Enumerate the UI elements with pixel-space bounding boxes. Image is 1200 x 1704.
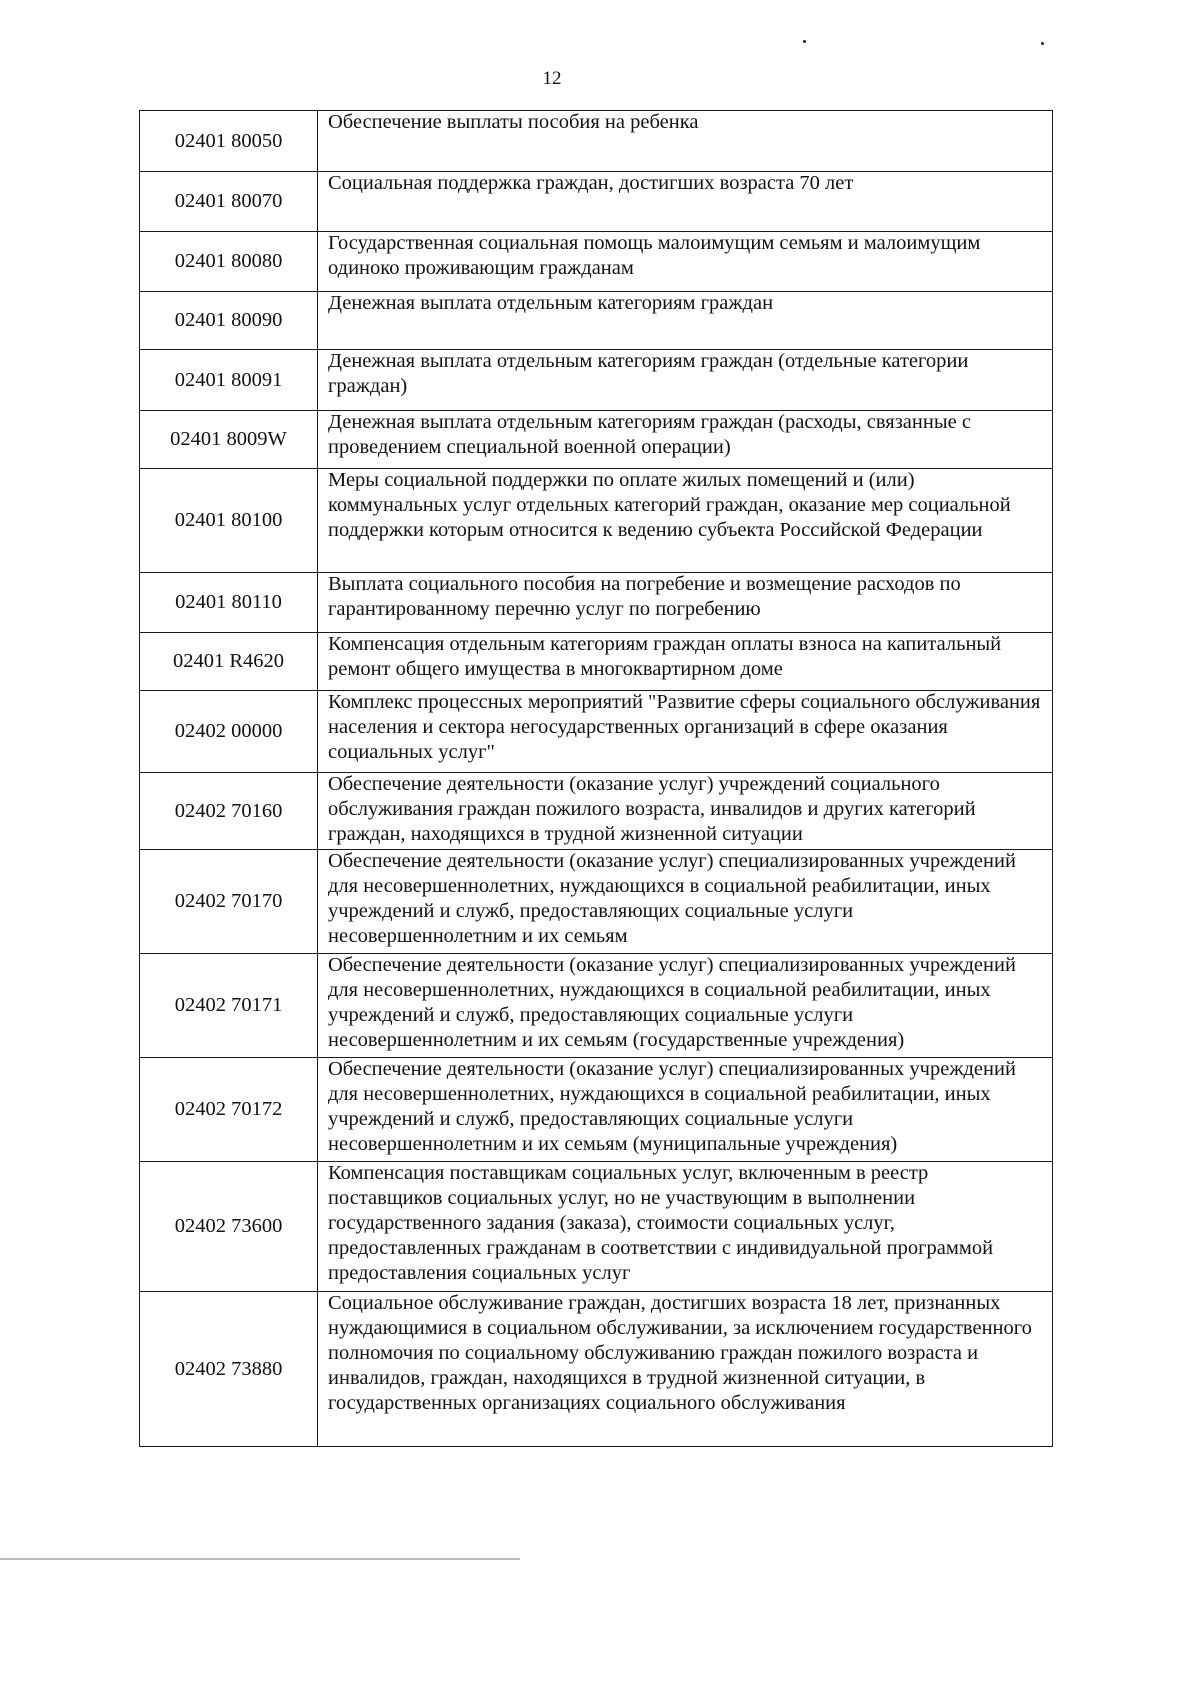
- table-row: [140, 469, 1053, 573]
- code-cell: 02401 80110: [140, 573, 318, 633]
- name-cell: [318, 172, 1053, 232]
- page-number: 12: [542, 68, 562, 89]
- table-row: [140, 954, 1053, 1058]
- code-cell: 02401 8009W: [140, 411, 318, 469]
- name-cell: [318, 954, 1053, 1058]
- name-cell: [318, 350, 1053, 411]
- name-text: Обеспечение деятельности (оказание услуг) учреждений социального обслуживания граждан пожилого возраста, инвалидов и других категорий граждан, находящихся в трудной жизненной ситуации: [328, 773, 976, 845]
- table-row: [140, 1058, 1053, 1162]
- code-cell: 02401 R4620: [140, 633, 318, 691]
- scan-speck: [803, 40, 806, 43]
- table-row: [140, 691, 1053, 773]
- code-cell: 02402 00000: [140, 691, 318, 773]
- name-cell: [318, 1292, 1053, 1447]
- name-text: Обеспечение выплаты пособия на ребенка: [328, 111, 699, 133]
- name-cell: [318, 232, 1053, 292]
- name-cell: [318, 573, 1053, 633]
- name-cell: [318, 1162, 1053, 1292]
- name-text: Социальное обслуживание граждан, достигших возраста 18 лет, признанных нуждающимися в социальном обслуживании, за исключением государственного полномочия по социальному обслуживанию граждан пожилого возраста и инвалидов, граждан, находящихся в трудной жизненной ситуации, в государственных организациях социального обслуживания: [328, 1292, 1032, 1414]
- name-cell: [318, 633, 1053, 691]
- table-row: [140, 633, 1053, 691]
- table-row: [140, 232, 1053, 292]
- code-cell: 02402 70172: [140, 1058, 318, 1162]
- name-cell: [318, 469, 1053, 573]
- name-text: Обеспечение деятельности (оказание услуг) специализированных учреждений для несовершеннолетних, нуждающихся в социальной реабилитации, иных учреждений и служб, предоставляющих социальные услуги несовершеннолетним и их семьям: [328, 850, 1016, 947]
- name-text: Денежная выплата отдельным категориям граждан: [328, 292, 774, 314]
- name-text: Денежная выплата отдельным категориям граждан (отдельные категории граждан): [328, 350, 969, 397]
- name-cell: [318, 111, 1053, 172]
- name-text: Обеспечение деятельности (оказание услуг) специализированных учреждений для несовершеннолетних, нуждающихся в социальной реабилитации, иных учреждений и служб, предоставляющих социальные услуги несовершеннолетним и их семьям (муниципальные учреждения): [328, 1058, 1016, 1155]
- name-text: Компенсация отдельным категориям граждан оплаты взноса на капитальный ремонт общего имущества в многоквартирном доме: [328, 633, 1002, 680]
- name-cell: [318, 1058, 1053, 1162]
- code-cell: 02402 70171: [140, 954, 318, 1058]
- table-row: [140, 172, 1053, 232]
- name-text: Государственная социальная помощь малоимущим семьям и малоимущим одиноко проживающим гражданам: [328, 232, 981, 279]
- table-row: [140, 111, 1053, 172]
- code-cell: 02401 80091: [140, 350, 318, 411]
- budget-codes-table: [139, 110, 1053, 1447]
- name-text: Комплекс процессных мероприятий "Развитие сферы социального обслуживания населения и сектора негосударственных организаций в сфере оказания социальных услуг": [328, 691, 1041, 763]
- table-row: [140, 1162, 1053, 1292]
- table-row: [140, 411, 1053, 469]
- table-row: [140, 573, 1053, 633]
- table-row: [140, 850, 1053, 954]
- name-text: Денежная выплата отдельным категориям граждан (расходы, связанные с проведением специальной военной операции): [328, 411, 971, 458]
- name-cell: [318, 850, 1053, 954]
- name-cell: [318, 691, 1053, 773]
- code-cell: 02401 80070: [140, 172, 318, 232]
- code-cell: 02401 80100: [140, 469, 318, 573]
- code-cell: 02402 73880: [140, 1292, 318, 1447]
- table-row: [140, 1292, 1053, 1447]
- code-cell: 02402 73600: [140, 1162, 318, 1292]
- scan-edge-line: [0, 1558, 520, 1560]
- code-cell: 02402 70170: [140, 850, 318, 954]
- table-row: [140, 773, 1053, 850]
- name-text: Социальная поддержка граждан, достигших возраста 70 лет: [328, 172, 854, 194]
- name-cell: [318, 773, 1053, 850]
- name-text: Выплата социального пособия на погребение и возмещение расходов по гарантированному перечню услуг по погребению: [328, 573, 961, 620]
- name-text: Меры социальной поддержки по оплате жилых помещений и (или) коммунальных услуг отдельных категорий граждан, оказание мер социальной поддержки которым относится к ведению субъекта Российской Федерации: [328, 469, 1011, 541]
- code-cell: 02401 80080: [140, 232, 318, 292]
- name-text: Компенсация поставщикам социальных услуг, включенным в реестр поставщиков социальных услуг, но не участвующим в выполнении государственного задания (заказа), стоимости социальных услуг, предоставленных гражданам в соответствии с индивидуальной программой предоставления социальных услуг: [328, 1162, 994, 1284]
- table-row: [140, 292, 1053, 350]
- code-cell: 02401 80090: [140, 292, 318, 350]
- name-cell: [318, 292, 1053, 350]
- scan-speck: [1041, 42, 1044, 45]
- code-cell: 02402 70160: [140, 773, 318, 850]
- name-text: Обеспечение деятельности (оказание услуг) специализированных учреждений для несовершеннолетних, нуждающихся в социальной реабилитации, иных учреждений и служб, предоставляющих социальные услуги несовершеннолетним и их семьям (государственные учреждения): [328, 954, 1016, 1051]
- table-row: [140, 350, 1053, 411]
- name-cell: [318, 411, 1053, 469]
- code-cell: 02401 80050: [140, 111, 318, 172]
